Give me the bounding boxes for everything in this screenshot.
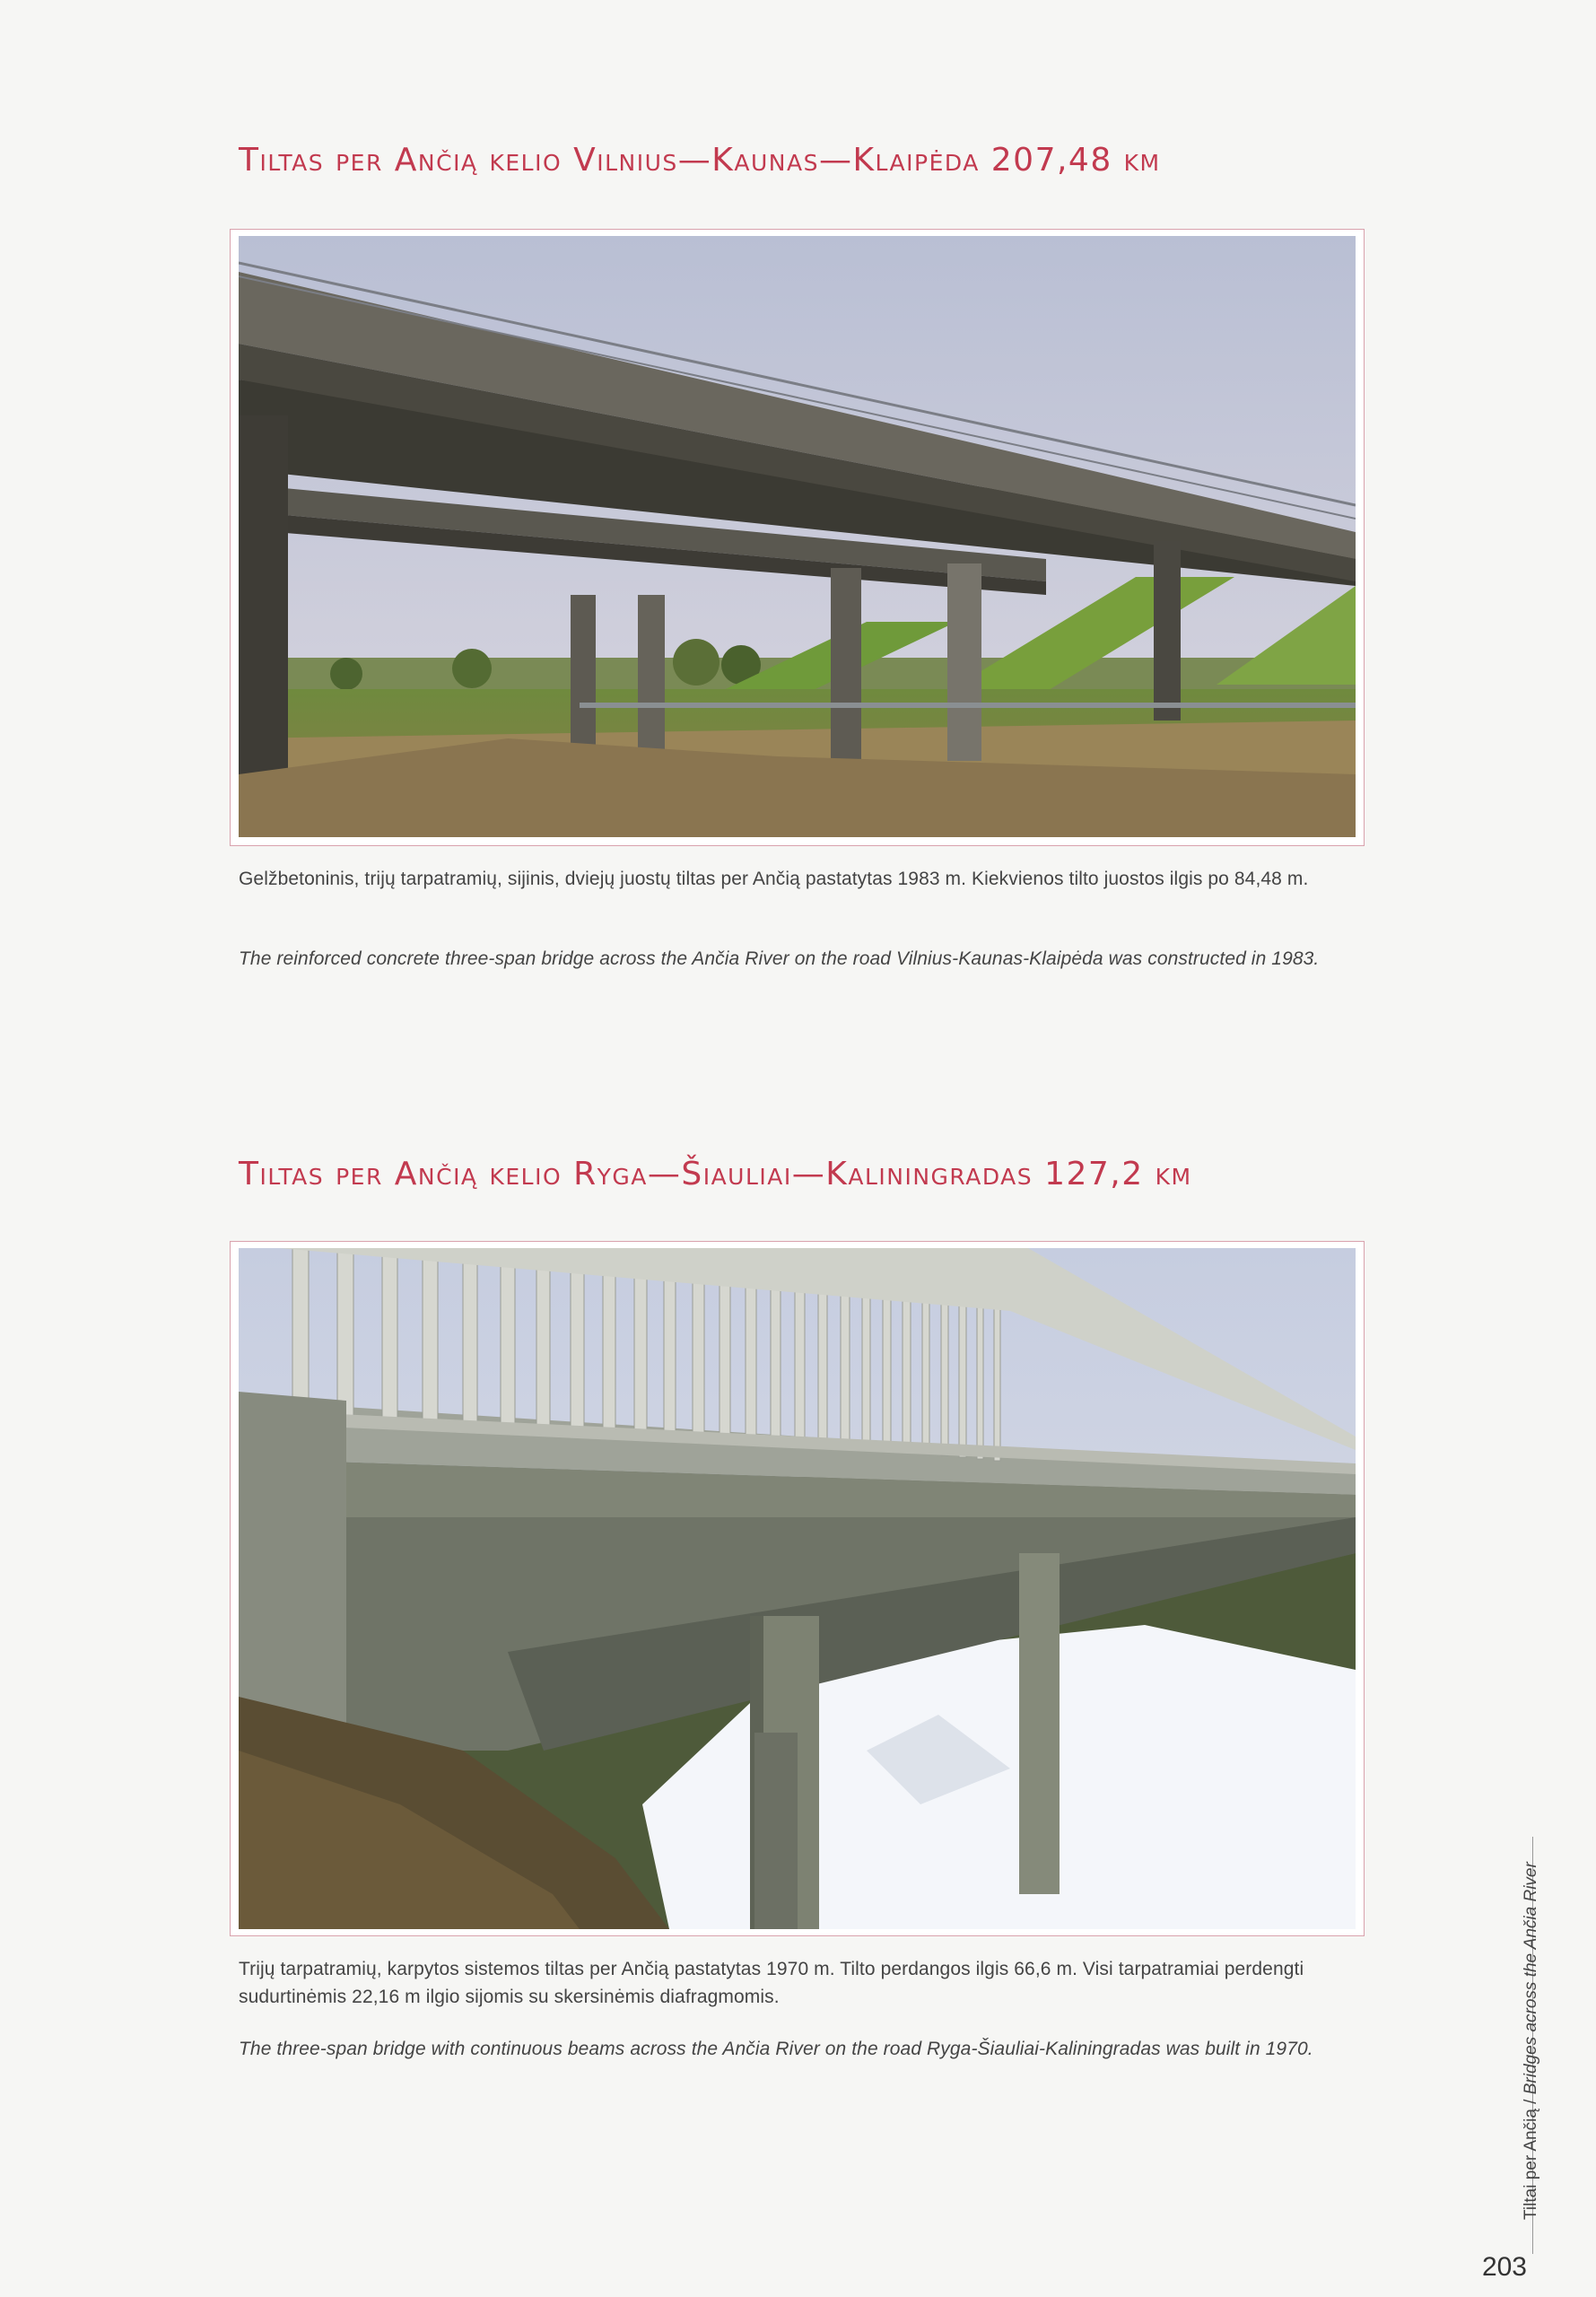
section-title-1: Tiltas per Ančią kelio Vilnius—Kaunas—Klaipėda 207,48 km: [239, 142, 1161, 179]
running-head-en: Bridges across the Ančia River: [1522, 1862, 1540, 2095]
section-title-2: Tiltas per Ančią kelio Ryga—Šiauliai—Kaliningradas 127,2 km: [239, 1156, 1192, 1192]
caption-en-2: The three-span bridge with continuous beams across the Ančia River on the road Ryga-Šiauliai-Kaliningradas was built in 1970.: [239, 2039, 1313, 2059]
bridge-photo-2: [239, 1248, 1356, 1929]
caption-lt-1: Gelžbetoninis, trijų tarpatramių, sijinis, dviejų juostų tiltas per Ančią pastatytas 1983 m. Kiekvienos tilto juostos ilgis po 84,48 m.: [239, 869, 1309, 889]
caption-en-1: The reinforced concrete three-span bridge across the Ančia River on the road Vilnius-Kaunas-Klaipėda was constructed in 1983.: [239, 948, 1320, 969]
running-head-lt: Tiltai per Ančią /: [1522, 2099, 1540, 2220]
page-number: 203: [1481, 2252, 1527, 2282]
caption-lt-2: Trijų tarpatramių, karpytos sistemos tiltas per Ančią pastatytas 1970 m. Tilto perdangos ilgis 66,6 m. Visi tarpatramiai perdengti sudurtinėmis 22,16 m ilgio sijomis su skersinėmis diafragmomis.: [239, 1959, 1304, 2007]
running-head: [1522, 1862, 1541, 2220]
bridge-photo-1: [239, 236, 1356, 837]
